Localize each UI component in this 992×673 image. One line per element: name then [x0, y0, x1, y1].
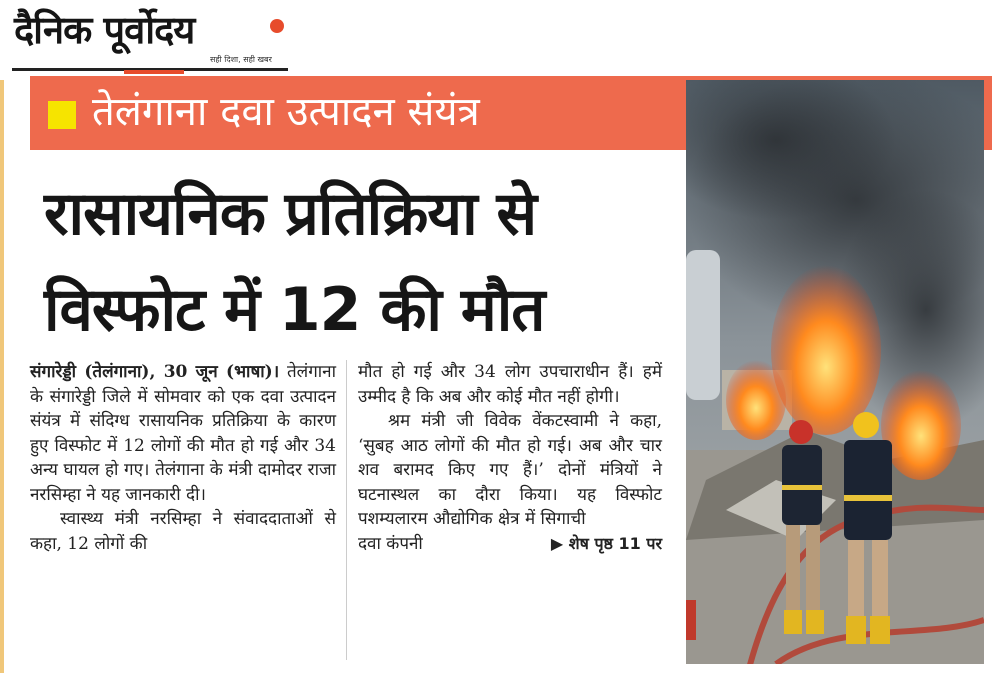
headline — [44, 166, 674, 358]
article-dateline: संगारेड्डी (तेलंगाना), 30 जून (भाषा)। — [30, 362, 280, 382]
masthead-accent-rule — [124, 70, 184, 74]
triangle-right-icon: ▶ — [550, 533, 564, 553]
article-paragraph-2: स्वास्थ्य मंत्री नरसिम्हा ने संवाददाताओं से कहा, 12 लोगों की — [30, 509, 336, 554]
article-column-2 — [358, 360, 662, 556]
headline-line-2: विस्फोट में 12 की मौत — [44, 275, 545, 345]
article-paragraph-5: दवा कंपनी — [358, 533, 423, 554]
logo-dot-icon — [270, 19, 284, 33]
article-paragraph-1 — [30, 360, 336, 507]
newspaper-tagline: सही दिशा, सही खबर — [210, 55, 272, 64]
column-divider — [346, 360, 347, 660]
article-text: तेलंगाना के संगारेड्डी जिले में सोमवार को एक दवा उत्पादन संयंत्र में संदिग्ध रासायनिक प्रतिक्रिया के कारण हुए विस्फोट में 12 लोगों की मौत हो गई और 34 अन्य घायल हो गए। तेलंगाना के मंत्री दामोदर राजा नरसिम्हा ने यह जानकारी दी। — [30, 362, 337, 505]
banner-kicker: तेलंगाना दवा उत्पादन संयंत्र — [92, 89, 480, 135]
left-gutter-rule — [0, 80, 4, 673]
article-column-1 — [30, 360, 336, 556]
news-photo — [686, 80, 984, 664]
newspaper-logo: दैनिक पूर्वोदय — [14, 8, 195, 52]
fire-scene-photo — [686, 80, 984, 664]
masthead — [12, 6, 288, 72]
article-paragraph-3: मौत हो गई और 34 लोग उपचाराधीन हैं। हमें उम्मीद है कि अब और कोई मौत नहीं होगी। — [358, 362, 662, 407]
article-last-line — [358, 532, 662, 557]
article-paragraph-4: श्रम मंत्री जी विवेक वेंकटस्वामी ने कहा, ‘सुबह आठ लोगों की मौत हो गई। अब और चार शव बरामद किए गए हैं।’ दोनों मंत्रियों ने घटनास्थल का दौरा किया। यह विस्फोट पशम्यलारम औद्योगिक क्षेत्र में सिगाची — [358, 411, 662, 529]
square-bullet-icon — [48, 101, 76, 129]
continued-on-page — [551, 532, 662, 557]
continued-text: शेष पृष्ठ 11 पर — [568, 533, 662, 553]
headline-line-1: रासायनिक प्रतिक्रिया से — [44, 179, 537, 249]
